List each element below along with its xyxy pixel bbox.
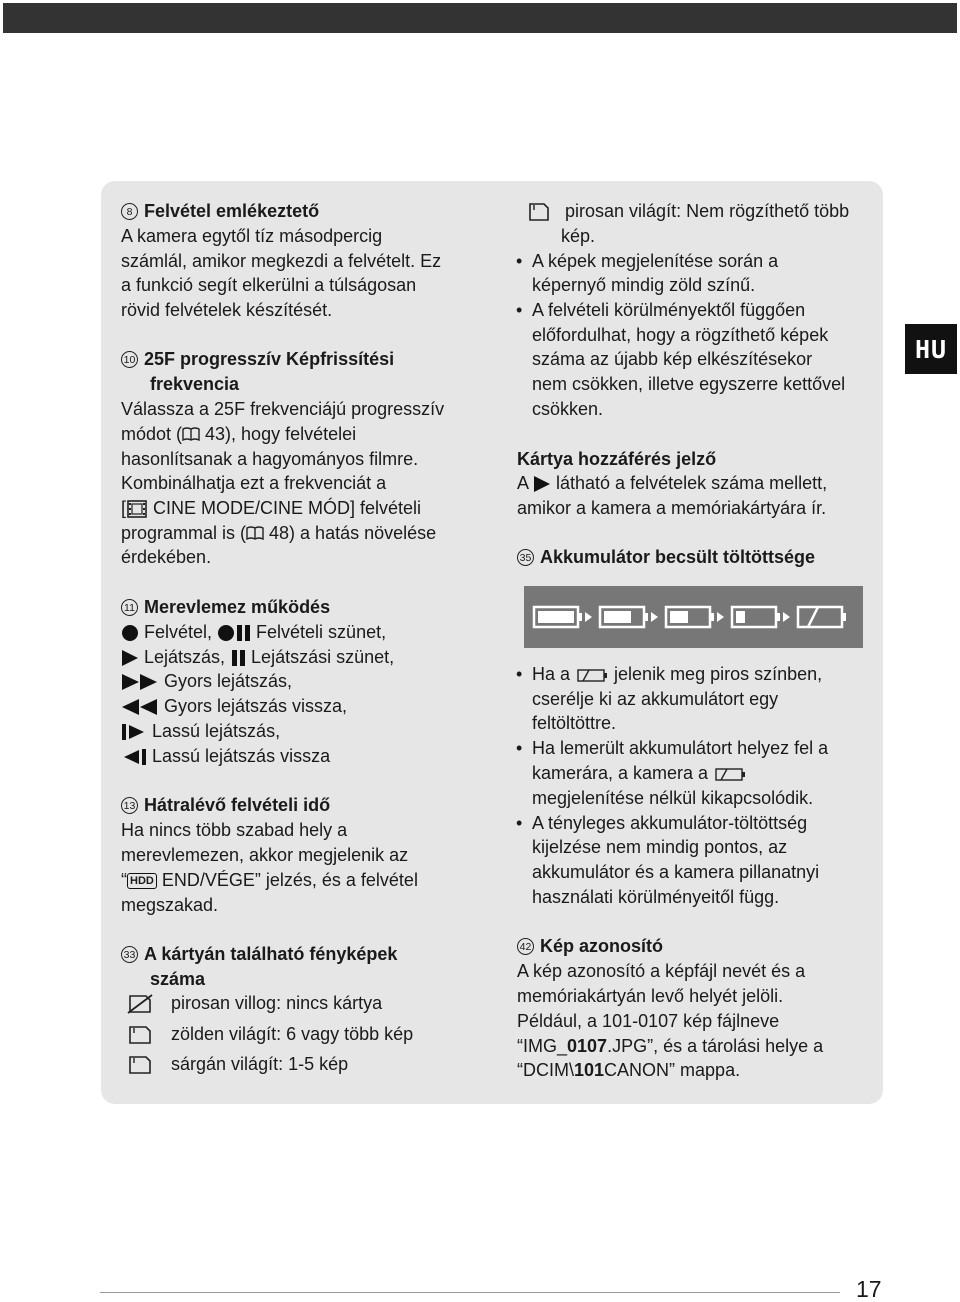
text-line: A kép azonosító a képfájl nevét és a	[517, 961, 806, 981]
text-line: akkumulátor és a kamera pillanatnyi	[532, 862, 820, 882]
film-icon	[126, 500, 148, 518]
top-bar	[3, 3, 957, 33]
text-line: memóriakártyán levő helyét jelöli.	[517, 986, 784, 1006]
card-icon	[528, 202, 550, 222]
circled-number: 42	[517, 938, 534, 955]
section-title	[121, 200, 319, 222]
empty-battery-icon	[713, 766, 747, 782]
text-line: “ HDD END/VÉGE” jelzés, és a felvétel	[121, 870, 418, 890]
text-line: nem csökken, illetve egyszerre kettővel	[532, 374, 846, 394]
list-item: pirosan világít: Nem rögzíthető több	[528, 200, 849, 222]
book-reference-icon	[182, 427, 200, 441]
text-line: csökken.	[532, 399, 604, 419]
section-title	[121, 943, 397, 965]
bullet-mark: •	[516, 300, 523, 320]
book-reference-icon	[246, 526, 264, 540]
section-title	[121, 794, 330, 816]
text-line: [ CINE MODE/CINE MÓD] felvételi	[121, 498, 422, 518]
text-line: Például, a 101-0107 kép fájlneve	[517, 1011, 780, 1031]
hdd-icon: HDD	[127, 873, 157, 889]
text-line: A képek megjelenítése során a	[532, 251, 779, 271]
text-line: A tényleges akkumulátor-töltöttség	[532, 813, 808, 833]
text-line: képernyő mindig zöld színű.	[532, 275, 756, 295]
battery-level-icon	[534, 607, 582, 627]
section-title: Kártya hozzáférés jelző	[517, 449, 717, 469]
bullet-mark: •	[516, 251, 523, 271]
text-line: Válassza a 25F frekvenciájú progresszív	[121, 399, 445, 419]
text-line: Felvétel, Felvételi szünet,	[121, 621, 386, 643]
bullet-mark: •	[516, 813, 523, 833]
battery-level-icon	[600, 607, 648, 627]
play-icon	[533, 475, 551, 493]
bullet-mark: •	[516, 664, 523, 684]
no-card-icon	[126, 994, 156, 1014]
fast-forward-icon	[121, 673, 159, 691]
text-line: Lejátszás, Lejátszási szünet,	[121, 646, 394, 668]
circled-number: 13	[121, 797, 138, 814]
circled-number: 8	[121, 203, 138, 220]
text-line: a funkció segít elkerülni a túlságosan	[121, 275, 417, 295]
text-line: Lassú lejátszás vissza	[121, 745, 330, 767]
footer-rule	[100, 1292, 840, 1293]
text-line: Ha nincs több szabad hely a	[121, 820, 348, 840]
text-line: hasonlítsanak a hagyományos filmre.	[121, 449, 419, 469]
title-text: Akkumulátor becsült töltöttsége	[540, 547, 816, 567]
battery-level-strip	[524, 586, 863, 648]
text-line: A látható a felvételek száma mellett,	[517, 473, 828, 493]
circled-number: 35	[517, 549, 534, 566]
pause-icon	[235, 624, 251, 642]
slow-play-icon	[121, 723, 147, 741]
card-icon	[126, 1055, 156, 1075]
list-item: zölden világít: 6 vagy több kép	[126, 1023, 413, 1045]
text-line: “IMG_0107.JPG”, és a tárolási helye a	[517, 1036, 824, 1056]
text-line: Ha lemerült akkumulátort helyez fel a	[532, 738, 829, 758]
text-line: merevlemezen, akkor megjelenik az	[121, 845, 409, 865]
text-line: használati körülményeitől függ.	[532, 887, 780, 907]
text-line: Gyors lejátszás vissza,	[121, 695, 347, 717]
text-line: “DCIM\101CANON” mappa.	[517, 1060, 741, 1080]
list-item: sárgán világít: 1-5 kép	[126, 1053, 348, 1075]
text-line: programmal is ( 48) a hatás növelése	[121, 523, 437, 543]
section-title	[121, 348, 394, 370]
language-tab: HU	[905, 324, 957, 374]
arrow-icon	[783, 612, 790, 622]
title-text: Merevlemez működés	[144, 597, 331, 617]
section-title	[121, 596, 330, 618]
section-title-cont: frekvencia	[150, 374, 240, 394]
text-line: A felvételi körülményektől függően	[532, 300, 806, 320]
section-title-cont: száma	[150, 969, 206, 989]
title-text: 25F progresszív Képfrissítési	[144, 349, 395, 369]
list-item: pirosan villog: nincs kártya	[126, 992, 382, 1014]
title-text: Hátralévő felvételi idő	[144, 795, 331, 815]
text-line: cserélje ki az akkumulátort egy	[532, 689, 779, 709]
text-line: kijelzése nem mindig pontos, az	[532, 837, 788, 857]
empty-battery-icon	[575, 667, 609, 683]
text-line: megszakad.	[121, 895, 219, 915]
text-line: Lassú lejátszás,	[121, 720, 280, 742]
record-icon	[217, 624, 235, 642]
bullet-mark: •	[516, 738, 523, 758]
pause-icon	[230, 649, 246, 667]
title-text: A kártyán található fényképek	[144, 944, 398, 964]
section-title	[517, 546, 815, 568]
arrow-icon	[651, 612, 658, 622]
text-line: kép.	[561, 226, 596, 246]
text-line: kamerára, a kamera a	[532, 762, 747, 784]
text-line: feltöltöttre.	[532, 713, 617, 733]
battery-icons	[524, 586, 863, 648]
fast-reverse-icon	[121, 698, 159, 716]
text-line: megjelenítése nélkül kikapcsolódik.	[532, 788, 814, 808]
text-line: módot ( 43), hogy felvételei	[121, 424, 357, 444]
title-text: Felvétel emlékeztető	[144, 201, 320, 221]
page-number: 17	[856, 1276, 882, 1302]
text-line: számlál, amikor megkezdi a felvételt. Ez	[121, 251, 442, 271]
circled-number: 33	[121, 946, 138, 963]
text-line: száma az újabb kép elkészítésekor	[532, 349, 813, 369]
arrow-icon	[717, 612, 724, 622]
title-text: Kép azonosító	[540, 936, 664, 956]
text-line: amikor a kamera a memóriakártyára ír.	[517, 498, 827, 518]
text-line: Gyors lejátszás,	[121, 670, 292, 692]
arrow-icon	[585, 612, 592, 622]
circled-number: 11	[121, 599, 138, 616]
battery-level-icon	[666, 607, 714, 627]
card-icon	[126, 1025, 156, 1045]
battery-level-icon	[798, 607, 846, 627]
circled-number: 10	[121, 351, 138, 368]
slow-reverse-icon	[121, 748, 147, 766]
battery-level-icon	[732, 607, 780, 627]
record-icon	[121, 624, 139, 642]
text-line: érdekében.	[121, 547, 212, 567]
text-line: A kamera egytől tíz másodpercig	[121, 226, 383, 246]
section-title	[517, 935, 663, 957]
play-icon	[121, 649, 139, 667]
text-line: Ha a jelenik meg piros színben,	[532, 664, 823, 684]
text-line: előfordulhat, hogy a rögzíthető képek	[532, 325, 829, 345]
text-line: Kombinálhatja ezt a frekvenciát a	[121, 473, 387, 493]
text-line: rövid felvételek készítését.	[121, 300, 333, 320]
